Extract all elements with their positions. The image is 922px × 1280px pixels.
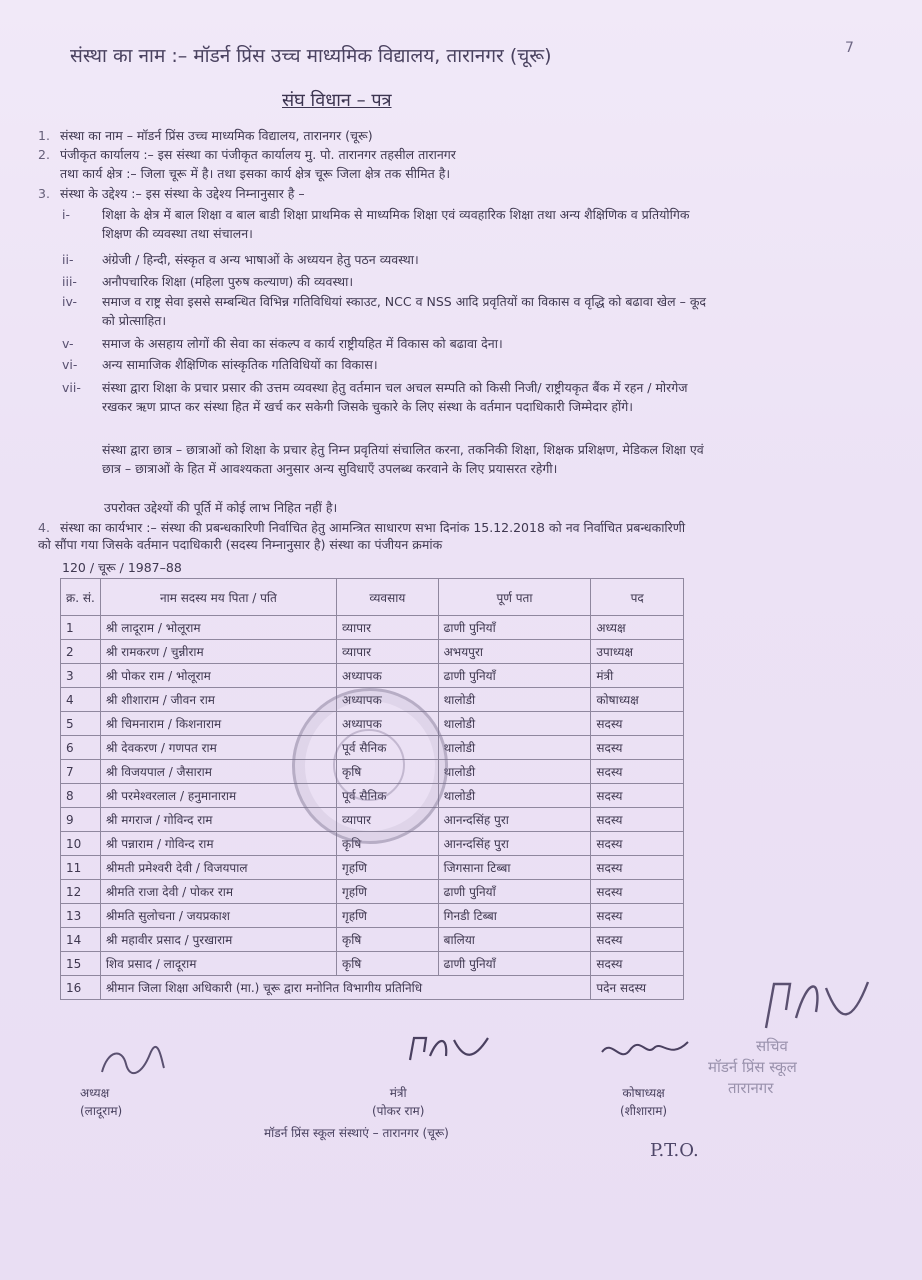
cell-address: बालिया bbox=[438, 928, 591, 952]
cell-post: अध्यक्ष bbox=[591, 616, 684, 640]
objective-number: iii- bbox=[62, 274, 77, 289]
institution-seal bbox=[292, 688, 448, 844]
cell-post: सदस्य bbox=[591, 928, 684, 952]
table-row bbox=[61, 664, 684, 688]
cell-address: आनन्दसिंह पुरा bbox=[438, 808, 591, 832]
principal-signature bbox=[756, 968, 876, 1038]
cell-address: थालोडी bbox=[438, 688, 591, 712]
objective-1 bbox=[62, 205, 714, 244]
cell-name: श्री देवकरण / गणपत राम bbox=[100, 736, 336, 760]
table-row bbox=[61, 616, 684, 640]
cell-serial: 2 bbox=[61, 640, 101, 664]
header-occupation: व्यवसाय bbox=[337, 579, 439, 616]
item-3-text: संस्था के उद्देश्य :– इस संस्था के उद्देश्य निम्नानुसार है – bbox=[60, 186, 305, 201]
cell-name: श्री मगराज / गोविन्द राम bbox=[100, 808, 336, 832]
cell-address: ढाणी पुनियाँ bbox=[438, 616, 591, 640]
cell-name: श्री विजयपाल / जैसाराम bbox=[100, 760, 336, 784]
cell-serial: 5 bbox=[61, 712, 101, 736]
cell-name: श्रीमान जिला शिक्षा अधिकारी (मा.) चूरू द्वारा मनोनित विभागीय प्रतिनिधि bbox=[100, 976, 591, 1000]
item-2-number: 2. bbox=[38, 147, 50, 162]
item-3 bbox=[38, 186, 305, 203]
president-title: अध्यक्ष bbox=[80, 1086, 110, 1100]
cell-post: सदस्य bbox=[591, 832, 684, 856]
cell-serial: 4 bbox=[61, 688, 101, 712]
objective-text: संस्था द्वारा छात्र – छात्राओं को शिक्षा के प्रचार हेतु निम्न प्रवृतियां संचालित करना, तकनिकी शिक्षा, शिक्षक प्रशिक्षण, मेडिकल शिक्षा एवं छात्र – छात्राओं के हित में आवश्यकता अनुसार अन्य सुविधाएँ उपलब्ध करवाने के लिए प्रयासरत रहेगी। bbox=[102, 442, 704, 477]
cell-address: जिगसाना टिब्बा bbox=[438, 856, 591, 880]
cell-post: सदस्य bbox=[591, 904, 684, 928]
cell-name: श्री चिमनाराम / किशनाराम bbox=[100, 712, 336, 736]
cell-address: अभयपुरा bbox=[438, 640, 591, 664]
purpose-note: उपरोक्त उद्देश्यों की पूर्ति में कोई लाभ निहित नहीं है। bbox=[104, 500, 338, 515]
cell-occupation: कृषि bbox=[337, 928, 439, 952]
cell-post: पदेन सदस्य bbox=[591, 976, 684, 1000]
cell-occupation: कृषि bbox=[337, 760, 439, 784]
cell-name: शिव प्रसाद / लादूराम bbox=[100, 952, 336, 976]
cell-post: मंत्री bbox=[591, 664, 684, 688]
objective-6 bbox=[62, 355, 714, 374]
president-name: (लादूराम) bbox=[80, 1104, 123, 1118]
treasurer-signature-block bbox=[620, 1084, 667, 1120]
item-2-continuation: तथा कार्य क्षेत्र :– जिला चूरू में है। तथा इसका कार्य क्षेत्र चूरू जिला क्षेत्र तक सीमित है। bbox=[60, 166, 451, 181]
cell-name: श्री रामकरण / चुन्नीराम bbox=[100, 640, 336, 664]
cell-address: ढाणी पुनियाँ bbox=[438, 880, 591, 904]
objective-text: संस्था द्वारा शिक्षा के प्रचार प्रसार की उत्तम व्यवस्था हेतु वर्तमान चल अचल सम्पति को किसी निजी/ राष्ट्रीयकृत बैंक में रहन / मोरगेज रखकर ऋण प्राप्त कर संस्था हित में खर्च कर सकेगी जिसके चुकारे के लिए संस्था के वर्तमान पदाधिकारी जिम्मेदार होंगे। bbox=[102, 380, 688, 415]
cell-name: श्रीमति राजा देवी / पोकर राम bbox=[100, 880, 336, 904]
header-address: पूर्ण पता bbox=[438, 579, 591, 616]
cell-occupation: व्यापार bbox=[337, 616, 439, 640]
cell-address: थालोडी bbox=[438, 736, 591, 760]
cell-post: सदस्य bbox=[591, 952, 684, 976]
item-1-text: संस्था का नाम – मॉडर्न प्रिंस उच्च माध्यमिक विद्यालय, तारानगर (चूरू) bbox=[60, 128, 373, 143]
cell-address: थालोडी bbox=[438, 760, 591, 784]
cell-post: सदस्य bbox=[591, 808, 684, 832]
president-signature bbox=[98, 1044, 168, 1080]
cell-occupation: अध्यापक bbox=[337, 664, 439, 688]
item-1-number: 1. bbox=[38, 128, 50, 143]
cell-post: सदस्य bbox=[591, 856, 684, 880]
cell-post: सदस्य bbox=[591, 712, 684, 736]
secretary-signature-block bbox=[372, 1084, 424, 1120]
objective-text: शिक्षा के क्षेत्र में बाल शिक्षा व बाल बाडी शिक्षा प्राथमिक से माध्यमिक शिक्षा एवं व्यवहारिक शिक्षा तथा अन्य शैक्षिणिक व प्रतियोगिक शिक्षण की व्यवस्था तथा संचालन। bbox=[102, 207, 690, 242]
table-header-row bbox=[61, 579, 684, 616]
objective-4 bbox=[62, 292, 714, 331]
item-2 bbox=[38, 147, 456, 164]
header-post: पद bbox=[591, 579, 684, 616]
header-serial: क्र. सं. bbox=[61, 579, 101, 616]
cell-name: श्री पन्नाराम / गोविन्द राम bbox=[100, 832, 336, 856]
cell-name: श्री शीशाराम / जीवन राम bbox=[100, 688, 336, 712]
secretary-title: मंत्री bbox=[389, 1086, 407, 1100]
cell-occupation: गृहणि bbox=[337, 856, 439, 880]
organization-name-header: संस्था का नाम :– मॉडर्न प्रिंस उच्च माध्यमिक विद्यालय, तारानगर (चूरू) bbox=[70, 45, 552, 67]
objective-8 bbox=[62, 440, 714, 479]
cell-address: थालोडी bbox=[438, 712, 591, 736]
item-2-text: पंजीकृत कार्यालय :– इस संस्था का पंजीकृत कार्यालय मु. पो. तारानगर तहसील तारानगर bbox=[60, 147, 456, 162]
please-turn-over-note: P.T.O. bbox=[650, 1140, 699, 1161]
registration-number: 120 / चूरू / 1987–88 bbox=[62, 560, 182, 575]
cell-occupation: गृहणि bbox=[337, 904, 439, 928]
table-row bbox=[61, 928, 684, 952]
objective-number: vi- bbox=[62, 357, 78, 372]
stamp-line-1: सचिव bbox=[756, 1037, 788, 1055]
objective-number: iv- bbox=[62, 294, 78, 309]
cell-address: आनन्दसिंह पुरा bbox=[438, 832, 591, 856]
cell-name: श्रीमती प्रमेश्वरी देवी / विजयपाल bbox=[100, 856, 336, 880]
secretary-name: (पोकर राम) bbox=[372, 1104, 425, 1118]
objective-text: अन्य सामाजिक शैक्षिणिक सांस्कृतिक गतिविधियों का विकास। bbox=[102, 357, 378, 372]
cell-occupation: कृषि bbox=[337, 832, 439, 856]
cell-occupation: व्यापार bbox=[337, 808, 439, 832]
cell-post: सदस्य bbox=[591, 784, 684, 808]
cell-name: श्री महावीर प्रसाद / पुरखाराम bbox=[100, 928, 336, 952]
cell-name: श्रीमति सुलोचना / जयप्रकाश bbox=[100, 904, 336, 928]
table-row bbox=[61, 904, 684, 928]
treasurer-signature bbox=[598, 1034, 694, 1068]
cell-serial: 1 bbox=[61, 616, 101, 640]
objective-2 bbox=[62, 250, 714, 269]
item-4 bbox=[38, 520, 688, 554]
corner-mark: 7 bbox=[845, 40, 854, 56]
objective-number: vii- bbox=[62, 380, 81, 395]
cell-address: थालोडी bbox=[438, 784, 591, 808]
cell-serial: 11 bbox=[61, 856, 101, 880]
table-row bbox=[61, 880, 684, 904]
document-title: संघ विधान – पत्र bbox=[282, 90, 392, 111]
cell-serial: 13 bbox=[61, 904, 101, 928]
item-4-number: 4. bbox=[38, 520, 50, 535]
objective-text: समाज व राष्ट्र सेवा इससे सम्बन्धित विभिन्न गतिविधियां स्काउट, NCC व NSS आदि प्रवृतियों का विकास व वृद्धि को बढावा खेल – कूद को प्रोत्साहित। bbox=[102, 294, 707, 329]
cell-post: सदस्य bbox=[591, 736, 684, 760]
cell-occupation: व्यापार bbox=[337, 640, 439, 664]
cell-occupation: पूर्व सैनिक bbox=[337, 736, 439, 760]
cell-post: उपाध्यक्ष bbox=[591, 640, 684, 664]
cell-serial: 3 bbox=[61, 664, 101, 688]
cell-post: कोषाध्यक्ष bbox=[591, 688, 684, 712]
item-1 bbox=[38, 128, 373, 145]
cell-address: ढाणी पुनियाँ bbox=[438, 664, 591, 688]
cell-occupation: पूर्व सैनिक bbox=[337, 784, 439, 808]
stamp-line-3: तारानगर bbox=[728, 1079, 774, 1097]
objective-number: ii- bbox=[62, 252, 74, 267]
cell-name: श्री पोकर राम / भोलूराम bbox=[100, 664, 336, 688]
cell-occupation: अध्यापक bbox=[337, 712, 439, 736]
president-signature-block bbox=[80, 1084, 122, 1120]
organization-footer-line: मॉडर्न प्रिंस स्कूल संस्थाएं – तारानगर (चूरू) bbox=[264, 1126, 449, 1140]
cell-serial: 10 bbox=[61, 832, 101, 856]
cell-serial: 8 bbox=[61, 784, 101, 808]
item-4-text: संस्था का कार्यभार :– संस्था की प्रबन्धकारिणी निर्वाचित हेतु आमन्त्रित साधारण सभा दिनांक 15.12.2018 को नव निर्वाचित प्रबन्धकारिणी को सौंपा गया जिसके वर्तमान पदाधिकारी (सदस्य निम्नानुसार है) संस्था का पंजीयन क्रमांक bbox=[38, 520, 686, 552]
objective-text: अंग्रेजी / हिन्दी, संस्कृत व अन्य भाषाओं के अध्ययन हेतु पठन व्यवस्था। bbox=[102, 252, 419, 267]
cell-serial: 7 bbox=[61, 760, 101, 784]
cell-occupation: गृहणि bbox=[337, 880, 439, 904]
cell-occupation: कृषि bbox=[337, 952, 439, 976]
table-row bbox=[61, 952, 684, 976]
objective-5 bbox=[62, 334, 714, 353]
cell-serial: 6 bbox=[61, 736, 101, 760]
secretary-rubber-stamp bbox=[708, 1036, 797, 1099]
cell-serial: 16 bbox=[61, 976, 101, 1000]
table-row bbox=[61, 976, 684, 1000]
objective-7 bbox=[62, 378, 714, 417]
stamp-line-2: मॉडर्न प्रिंस स्कूल bbox=[708, 1058, 797, 1076]
objective-number: i- bbox=[62, 207, 70, 222]
cell-post: सदस्य bbox=[591, 880, 684, 904]
cell-name: श्री परमेश्वरलाल / हनुमानाराम bbox=[100, 784, 336, 808]
cell-post: सदस्य bbox=[591, 760, 684, 784]
treasurer-title: कोषाध्यक्ष bbox=[622, 1086, 665, 1100]
cell-serial: 15 bbox=[61, 952, 101, 976]
cell-occupation: अध्यापक bbox=[337, 688, 439, 712]
cell-serial: 14 bbox=[61, 928, 101, 952]
cell-serial: 9 bbox=[61, 808, 101, 832]
cell-address: गिनडी टिब्बा bbox=[438, 904, 591, 928]
objective-text: अनौपचारिक शिक्षा (महिला पुरुष कल्याण) की व्यवस्था। bbox=[102, 274, 354, 289]
objective-3 bbox=[62, 272, 714, 291]
objective-text: समाज के असहाय लोगों की सेवा का संकल्प व कार्य राष्ट्रीयहित में विकास को बढावा देना। bbox=[102, 336, 503, 351]
item-3-number: 3. bbox=[38, 186, 50, 201]
header-name: नाम सदस्य मय पिता / पति bbox=[100, 579, 336, 616]
table-row bbox=[61, 856, 684, 880]
secretary-signature bbox=[404, 1030, 494, 1070]
cell-name: श्री लादूराम / भोलूराम bbox=[100, 616, 336, 640]
treasurer-name: (शीशाराम) bbox=[620, 1104, 668, 1118]
cell-serial: 12 bbox=[61, 880, 101, 904]
objective-number: v- bbox=[62, 336, 74, 351]
table-row bbox=[61, 640, 684, 664]
cell-address: ढाणी पुनियाँ bbox=[438, 952, 591, 976]
